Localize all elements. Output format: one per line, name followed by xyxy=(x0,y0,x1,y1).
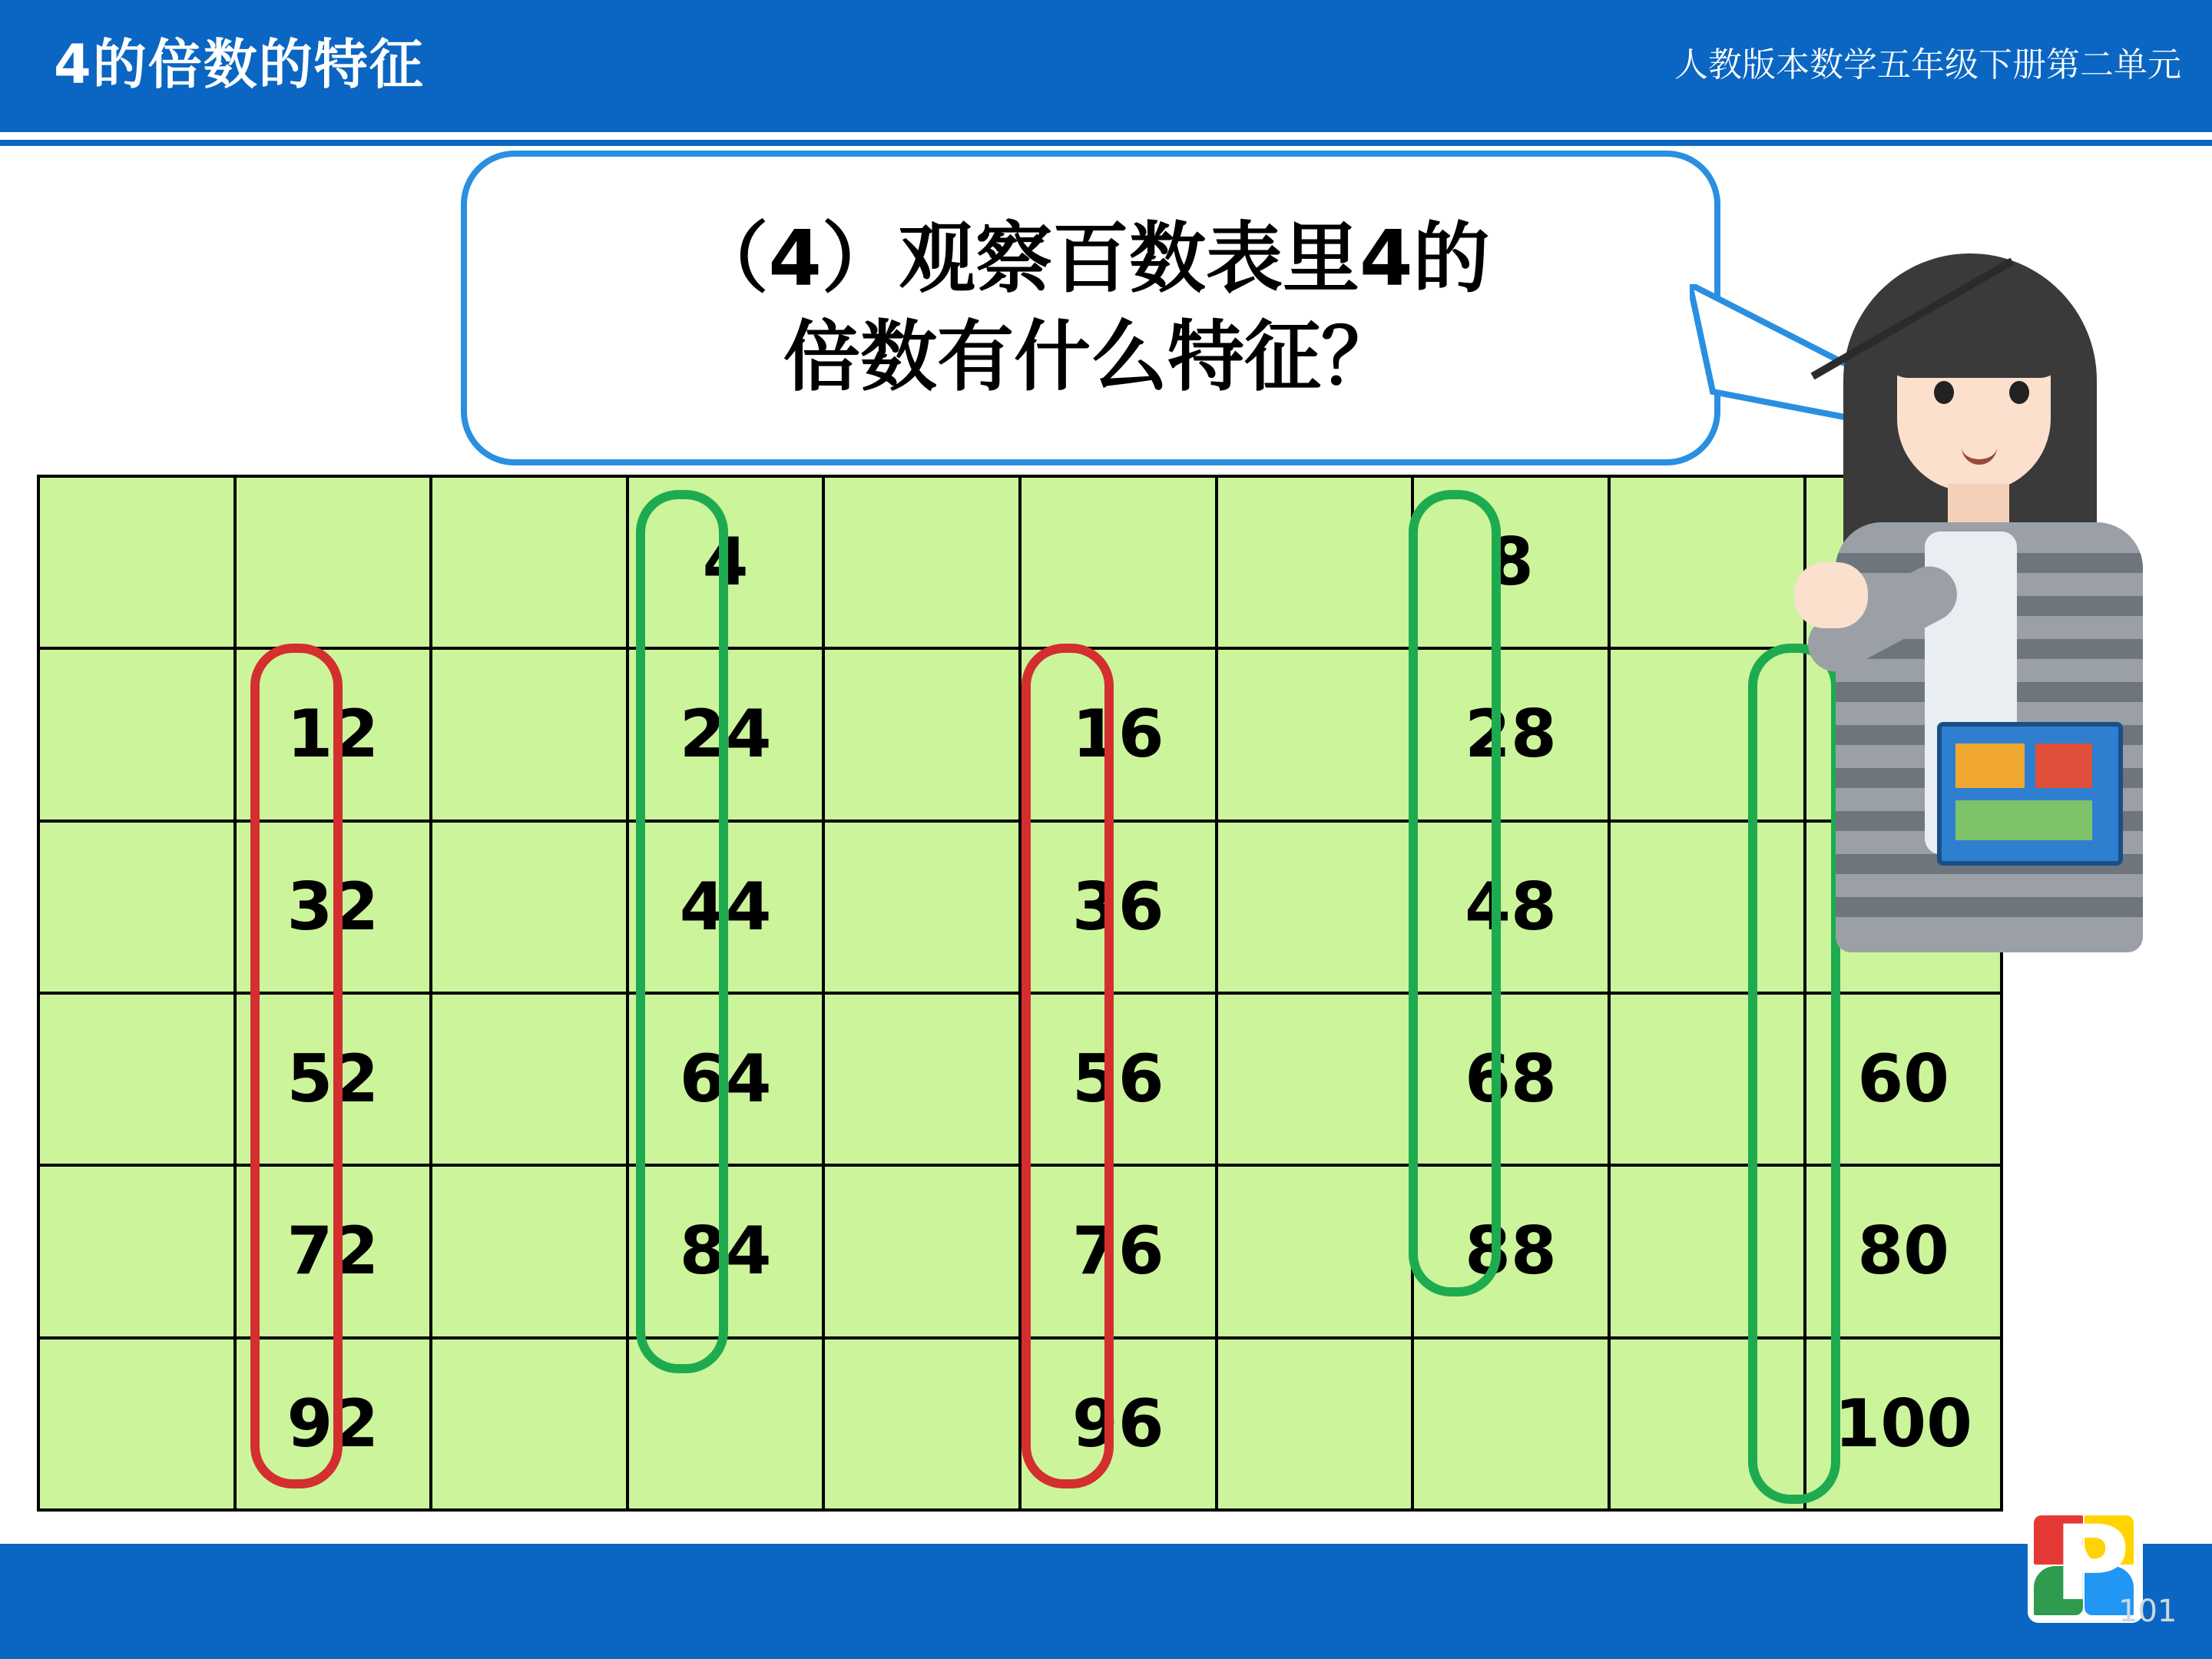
table-cell xyxy=(823,1165,1020,1337)
table-cell xyxy=(1609,1165,1806,1337)
table-cell: 68 xyxy=(1412,993,1609,1165)
table-cell xyxy=(823,993,1020,1165)
table-cell: 76 xyxy=(1020,1165,1217,1337)
table-cell xyxy=(431,476,628,648)
table-cell: 24 xyxy=(628,648,824,820)
table-cell xyxy=(1217,648,1413,820)
table-cell xyxy=(1217,476,1413,648)
table-cell xyxy=(1609,993,1806,1165)
table-cell xyxy=(1217,1165,1413,1337)
question-text xyxy=(661,210,1520,406)
question-line-1: （4）观察百数表里4的 xyxy=(691,214,1490,303)
table-cell xyxy=(823,821,1020,993)
table-cell xyxy=(431,1165,628,1337)
logo-letter: P xyxy=(2054,1503,2130,1624)
table-cell: 64 xyxy=(628,993,824,1165)
table-row xyxy=(38,1338,2002,1510)
table-cell xyxy=(1609,1338,1806,1510)
table-cell: 84 xyxy=(628,1165,824,1337)
table-cell xyxy=(38,993,235,1165)
table-cell xyxy=(628,1338,824,1510)
teacher-eye-left xyxy=(1934,381,1954,404)
table-cell: 8 xyxy=(1412,476,1609,648)
table-cell xyxy=(431,1338,628,1510)
table-cell xyxy=(235,476,432,648)
table-cell: 48 xyxy=(1412,821,1609,993)
logo-number: 101 xyxy=(2118,1594,2177,1629)
table-cell xyxy=(1609,648,1806,820)
table-row xyxy=(38,476,2002,648)
slide-header xyxy=(0,0,2212,132)
table-cell: 100 xyxy=(1805,1338,2002,1510)
teacher-eye-right xyxy=(2009,381,2029,404)
table-cell xyxy=(1020,476,1217,648)
page-title: 4的倍数的特征 xyxy=(54,33,425,96)
table-cell xyxy=(823,1338,1020,1510)
table-row xyxy=(38,821,2002,993)
table-cell xyxy=(1412,1338,1609,1510)
table-cell: 60 xyxy=(1805,993,2002,1165)
header-rule xyxy=(0,140,2212,146)
table-row xyxy=(38,648,2002,820)
table-cell xyxy=(1217,1338,1413,1510)
table-cell xyxy=(38,1338,235,1510)
table-cell xyxy=(823,648,1020,820)
question-bubble xyxy=(461,151,1720,465)
table-cell: 92 xyxy=(235,1338,432,1510)
table-cell xyxy=(1609,821,1806,993)
table-cell: 32 xyxy=(235,821,432,993)
brand-logo xyxy=(2028,1503,2177,1650)
table-cell xyxy=(1217,821,1413,993)
teacher-book xyxy=(1937,722,2123,866)
teacher-illustration xyxy=(1790,230,2189,968)
table-cell xyxy=(38,476,235,648)
hundreds-table-wrapper xyxy=(37,475,2003,1512)
table-cell xyxy=(1609,476,1806,648)
table-cell: 4 xyxy=(628,476,824,648)
table-cell: 52 xyxy=(235,993,432,1165)
table-cell: 96 xyxy=(1020,1338,1217,1510)
table-cell xyxy=(823,476,1020,648)
table-cell: 28 xyxy=(1412,648,1609,820)
header-subtitle: 人教版本数学五年级下册第二单元 xyxy=(1674,45,2181,84)
table-cell: 56 xyxy=(1020,993,1217,1165)
table-cell xyxy=(431,648,628,820)
table-cell xyxy=(431,821,628,993)
question-line-2: 倍数有什么特征？ xyxy=(783,312,1398,402)
table-cell: 44 xyxy=(628,821,824,993)
table-cell xyxy=(38,648,235,820)
table-cell xyxy=(38,1165,235,1337)
table-cell xyxy=(1217,993,1413,1165)
slide-footer xyxy=(0,1544,2212,1659)
table-cell: 16 xyxy=(1020,648,1217,820)
teacher-hand xyxy=(1794,562,1868,628)
hundreds-table xyxy=(37,475,2003,1512)
table-cell: 12 xyxy=(235,648,432,820)
table-cell: 36 xyxy=(1020,821,1217,993)
header-divider xyxy=(0,132,2212,140)
table-row xyxy=(38,993,2002,1165)
table-cell: 72 xyxy=(235,1165,432,1337)
table-cell xyxy=(38,821,235,993)
table-row xyxy=(38,1165,2002,1337)
table-cell: 88 xyxy=(1412,1165,1609,1337)
table-cell xyxy=(431,993,628,1165)
table-cell: 80 xyxy=(1805,1165,2002,1337)
